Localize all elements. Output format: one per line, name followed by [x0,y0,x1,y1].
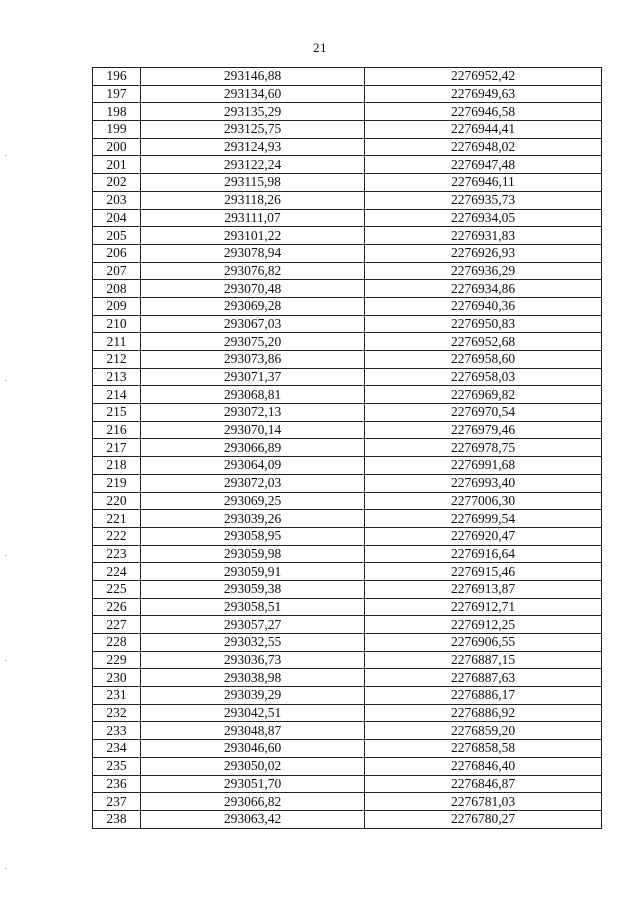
table-row [93,315,602,333]
point-number-cell: 220 [93,492,141,510]
point-number-cell: 227 [93,616,141,634]
table-row [93,227,602,245]
point-number-cell: 198 [93,103,141,121]
point-number-cell: 213 [93,368,141,386]
x-coordinate-cell: 293063,42 [141,810,365,828]
point-number-cell: 203 [93,191,141,209]
y-coordinate-cell: 2276913,87 [365,580,602,598]
point-number-cell: 217 [93,439,141,457]
table-row [93,616,602,634]
y-coordinate-cell: 2277006,30 [365,492,602,510]
y-coordinate-cell: 2276926,93 [365,244,602,262]
point-number-cell: 202 [93,174,141,192]
x-coordinate-cell: 293146,88 [141,68,365,86]
point-number-cell: 228 [93,634,141,652]
table-row [93,634,602,652]
y-coordinate-cell: 2276886,92 [365,704,602,722]
x-coordinate-cell: 293076,82 [141,262,365,280]
x-coordinate-cell: 293069,25 [141,492,365,510]
x-coordinate-cell: 293072,13 [141,404,365,422]
table-row [93,351,602,369]
point-number-cell: 221 [93,510,141,528]
x-coordinate-cell: 293078,94 [141,244,365,262]
y-coordinate-cell: 2276946,58 [365,103,602,121]
y-coordinate-cell: 2276846,87 [365,775,602,793]
table-row [93,421,602,439]
table-row [93,757,602,775]
table-row [93,85,602,103]
x-coordinate-cell: 293046,60 [141,740,365,758]
point-number-cell: 234 [93,740,141,758]
point-number-cell: 238 [93,810,141,828]
x-coordinate-cell: 293039,29 [141,687,365,705]
y-coordinate-cell: 2276935,73 [365,191,602,209]
y-coordinate-cell: 2276952,68 [365,333,602,351]
x-coordinate-cell: 293064,09 [141,457,365,475]
y-coordinate-cell: 2276936,29 [365,262,602,280]
x-coordinate-cell: 293050,02 [141,757,365,775]
table-row [93,209,602,227]
x-coordinate-cell: 293111,07 [141,209,365,227]
table-row [93,492,602,510]
point-number-cell: 216 [93,421,141,439]
x-coordinate-cell: 293134,60 [141,85,365,103]
y-coordinate-cell: 2276887,15 [365,651,602,669]
point-number-cell: 236 [93,775,141,793]
table-row [93,740,602,758]
table-row [93,439,602,457]
x-coordinate-cell: 293066,89 [141,439,365,457]
y-coordinate-cell: 2276952,42 [365,68,602,86]
table-row [93,244,602,262]
point-number-cell: 199 [93,121,141,139]
y-coordinate-cell: 2276948,02 [365,138,602,156]
point-number-cell: 204 [93,209,141,227]
y-coordinate-cell: 2276978,75 [365,439,602,457]
y-coordinate-cell: 2276934,86 [365,280,602,298]
y-coordinate-cell: 2276886,17 [365,687,602,705]
table-row [93,386,602,404]
x-coordinate-cell: 293118,26 [141,191,365,209]
y-coordinate-cell: 2276916,64 [365,545,602,563]
x-coordinate-cell: 293059,91 [141,563,365,581]
x-coordinate-cell: 293051,70 [141,775,365,793]
x-coordinate-cell: 293125,75 [141,121,365,139]
point-number-cell: 200 [93,138,141,156]
scan-speck [5,868,7,869]
table-row [93,103,602,121]
table-row [93,174,602,192]
page-number: 21 [313,40,327,55]
point-number-cell: 214 [93,386,141,404]
y-coordinate-cell: 2276991,68 [365,457,602,475]
x-coordinate-cell: 293070,48 [141,280,365,298]
x-coordinate-cell: 293059,98 [141,545,365,563]
table-row [93,598,602,616]
table-row [93,704,602,722]
point-number-cell: 207 [93,262,141,280]
point-number-cell: 230 [93,669,141,687]
table-row [93,793,602,811]
x-coordinate-cell: 293073,86 [141,351,365,369]
table-row [93,545,602,563]
point-number-cell: 211 [93,333,141,351]
table-row [93,651,602,669]
x-coordinate-cell: 293068,81 [141,386,365,404]
x-coordinate-cell: 293122,24 [141,156,365,174]
y-coordinate-cell: 2276969,82 [365,386,602,404]
x-coordinate-cell: 293067,03 [141,315,365,333]
table-row [93,775,602,793]
point-number-cell: 235 [93,757,141,775]
table-row [93,457,602,475]
y-coordinate-cell: 2276906,55 [365,634,602,652]
y-coordinate-cell: 2276931,83 [365,227,602,245]
y-coordinate-cell: 2276780,27 [365,810,602,828]
table-row [93,191,602,209]
y-coordinate-cell: 2276944,41 [365,121,602,139]
x-coordinate-cell: 293070,14 [141,421,365,439]
y-coordinate-cell: 2276859,20 [365,722,602,740]
point-number-cell: 232 [93,704,141,722]
y-coordinate-cell: 2276946,11 [365,174,602,192]
y-coordinate-cell: 2276958,03 [365,368,602,386]
y-coordinate-cell: 2276947,48 [365,156,602,174]
x-coordinate-cell: 293069,28 [141,297,365,315]
x-coordinate-cell: 293072,03 [141,474,365,492]
x-coordinate-cell: 293075,20 [141,333,365,351]
y-coordinate-cell: 2276940,36 [365,297,602,315]
point-number-cell: 212 [93,351,141,369]
point-number-cell: 225 [93,580,141,598]
x-coordinate-cell: 293039,26 [141,510,365,528]
point-number-cell: 223 [93,545,141,563]
table-row [93,563,602,581]
x-coordinate-cell: 293101,22 [141,227,365,245]
table-row [93,368,602,386]
x-coordinate-cell: 293115,98 [141,174,365,192]
scan-speck [5,555,7,556]
y-coordinate-cell: 2276912,71 [365,598,602,616]
coordinates-table [92,67,602,829]
y-coordinate-cell: 2276993,40 [365,474,602,492]
scan-speck [5,660,7,661]
y-coordinate-cell: 2276781,03 [365,793,602,811]
y-coordinate-cell: 2276999,54 [365,510,602,528]
point-number-cell: 233 [93,722,141,740]
scan-speck [5,380,7,381]
y-coordinate-cell: 2276915,46 [365,563,602,581]
point-number-cell: 209 [93,297,141,315]
x-coordinate-cell: 293032,55 [141,634,365,652]
table-row [93,68,602,86]
table-row [93,722,602,740]
table-row [93,404,602,422]
point-number-cell: 237 [93,793,141,811]
point-number-cell: 196 [93,68,141,86]
point-number-cell: 219 [93,474,141,492]
table-row [93,687,602,705]
table-row [93,280,602,298]
table-row [93,580,602,598]
table-row [93,156,602,174]
table-row [93,474,602,492]
point-number-cell: 208 [93,280,141,298]
point-number-cell: 206 [93,244,141,262]
point-number-cell: 231 [93,687,141,705]
y-coordinate-cell: 2276912,25 [365,616,602,634]
point-number-cell: 222 [93,527,141,545]
x-coordinate-cell: 293135,29 [141,103,365,121]
point-number-cell: 229 [93,651,141,669]
table-row [93,297,602,315]
x-coordinate-cell: 293038,98 [141,669,365,687]
x-coordinate-cell: 293059,38 [141,580,365,598]
table-row [93,527,602,545]
point-number-cell: 224 [93,563,141,581]
x-coordinate-cell: 293058,95 [141,527,365,545]
scan-speck [5,155,7,156]
y-coordinate-cell: 2276979,46 [365,421,602,439]
point-number-cell: 215 [93,404,141,422]
point-number-cell: 197 [93,85,141,103]
table-row [93,138,602,156]
table-row [93,121,602,139]
x-coordinate-cell: 293124,93 [141,138,365,156]
y-coordinate-cell: 2276920,47 [365,527,602,545]
table-row [93,333,602,351]
table-row [93,810,602,828]
x-coordinate-cell: 293048,87 [141,722,365,740]
y-coordinate-cell: 2276934,05 [365,209,602,227]
y-coordinate-cell: 2276958,60 [365,351,602,369]
x-coordinate-cell: 293057,27 [141,616,365,634]
x-coordinate-cell: 293042,51 [141,704,365,722]
y-coordinate-cell: 2276887,63 [365,669,602,687]
point-number-cell: 210 [93,315,141,333]
x-coordinate-cell: 293071,37 [141,368,365,386]
table-row [93,510,602,528]
x-coordinate-cell: 293036,73 [141,651,365,669]
point-number-cell: 201 [93,156,141,174]
point-number-cell: 205 [93,227,141,245]
y-coordinate-cell: 2276950,83 [365,315,602,333]
y-coordinate-cell: 2276846,40 [365,757,602,775]
y-coordinate-cell: 2276858,58 [365,740,602,758]
x-coordinate-cell: 293066,82 [141,793,365,811]
y-coordinate-cell: 2276970,54 [365,404,602,422]
table-row [93,262,602,280]
y-coordinate-cell: 2276949,63 [365,85,602,103]
x-coordinate-cell: 293058,51 [141,598,365,616]
coordinates-table-body [93,68,602,829]
table-row [93,669,602,687]
point-number-cell: 226 [93,598,141,616]
point-number-cell: 218 [93,457,141,475]
